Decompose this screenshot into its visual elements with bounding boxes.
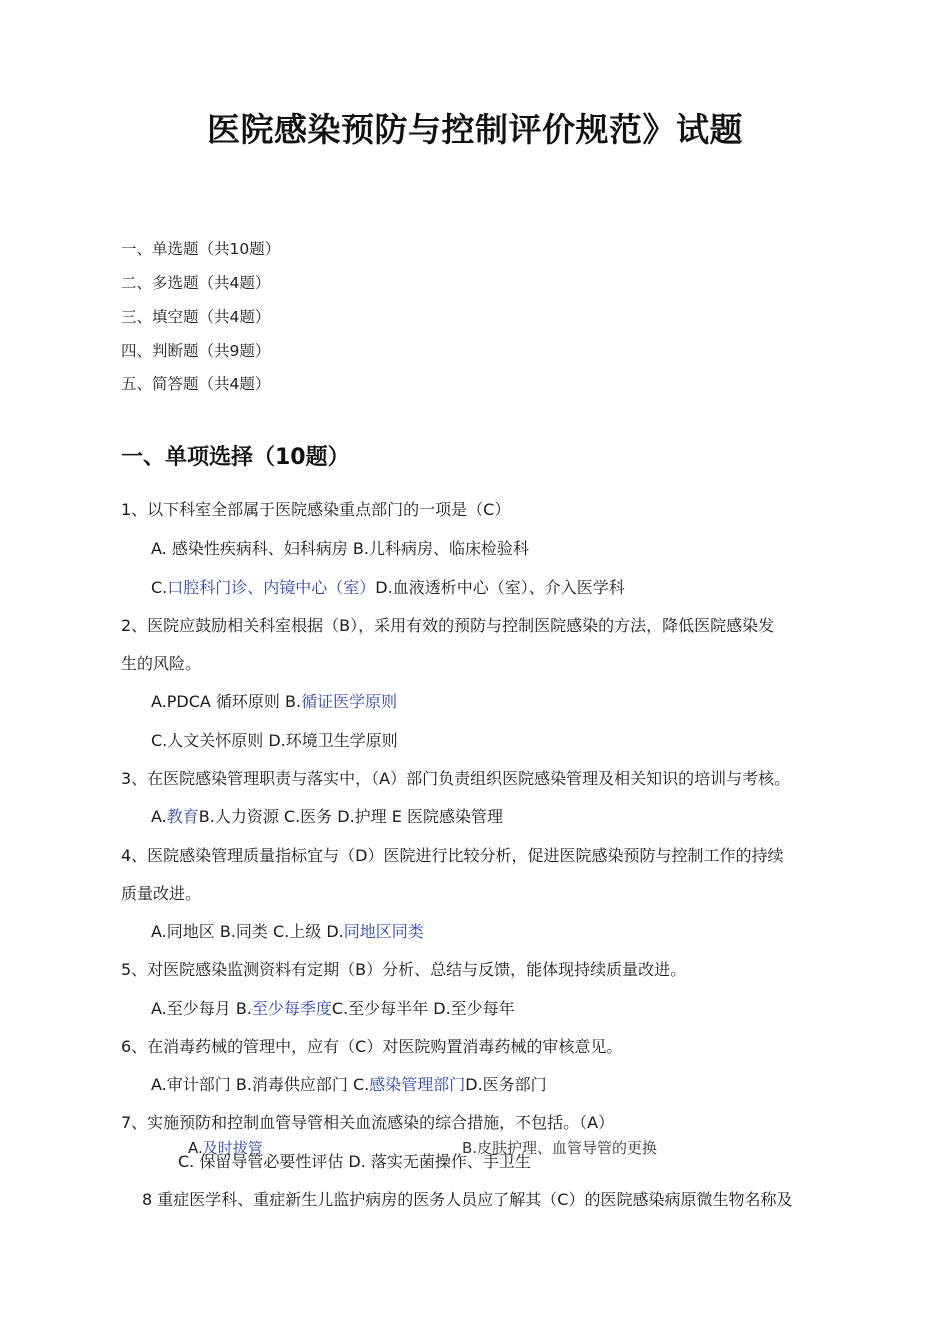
question-5-options [151, 996, 515, 1019]
highlighted-answer: 及时拔管 [202, 1139, 263, 1157]
option-label: C. [151, 578, 168, 597]
highlighted-answer: 至少每季度 [251, 999, 332, 1018]
question-7-stem: 7、实施预防和控制血管导管相关血流感染的综合措施，不包括。（A） [121, 1113, 615, 1132]
option-text: A.PDCA 循环原则 B. [151, 692, 302, 711]
toc-item-multi-choice: 二、多选题（共4题） [121, 274, 271, 292]
question-1-options-ab: A. 感染性疾病科、妇科病房 B.儿科病房、临床检验科 [151, 539, 529, 558]
option-text: A.同地区 B.同类 C.上级 D. [151, 922, 344, 941]
highlighted-answer: 口腔科门诊、内镜中心（室） [167, 578, 376, 597]
question-6-stem: 6、在消毒药械的管理中，应有（C）对医院购置消毒药械的审核意见。 [121, 1037, 623, 1056]
question-4-options [151, 919, 424, 942]
question-7-options-cd: C. 保留导管必要性评估 D. 落实无菌操作、手卫生 [178, 1152, 531, 1171]
question-3-options [151, 804, 503, 827]
question-4-stem-line2: 质量改进。 [121, 884, 202, 903]
question-7-option-b: B.皮肤护理、血管导管的更换 [462, 1139, 658, 1157]
option-text: B.人力资源 C.医务 D.护理 E 医院感染管理 [198, 807, 503, 826]
question-2-stem-line2: 生的风险。 [121, 654, 202, 673]
question-4-stem-line1: 4、医院感染管理质量指标宜与（D）医院进行比较分析，促进医院感染预防与控制工作的持续 [121, 846, 784, 865]
option-text: A.审计部门 B.消毒供应部门 C. [151, 1075, 370, 1094]
question-2-stem-line1: 2、医院应鼓励相关科室根据（B），采用有效的预防与控制医院感染的方法，降低医院感染发 [121, 616, 775, 635]
question-2-options-ab [151, 689, 397, 712]
question-5-stem: 5、对医院感染监测资料有定期（B）分析、总结与反馈，能体现持续质量改进。 [121, 960, 687, 979]
option-label: A. [188, 1139, 203, 1157]
question-6-options [151, 1072, 547, 1095]
option-text: D.医务部门 [465, 1075, 547, 1094]
option-text: A.至少每月 B. [151, 999, 252, 1018]
question-3-stem: 3、在医院感染管理职责与落实中，（A）部门负责组织医院感染管理及相关知识的培训与考核。 [121, 769, 791, 788]
highlighted-answer: 同地区同类 [343, 922, 424, 941]
toc-item-true-false: 四、判断题（共9题） [121, 342, 271, 360]
option-text: D.血液透析中心（室）、介入医学科 [375, 578, 625, 597]
highlighted-answer: 循证医学原则 [301, 692, 398, 711]
option-text: C.至少每半年 D.至少每年 [331, 999, 515, 1018]
toc-item-single-choice: 一、单选题（共10题） [121, 240, 281, 258]
option-label: A. [151, 807, 167, 826]
document-title: 医院感染预防与控制评价规范》试题 [207, 110, 743, 149]
toc-item-fill-blank: 三、填空题（共4题） [121, 308, 271, 326]
highlighted-answer: 教育 [166, 807, 199, 826]
question-2-options-cd: C.人文关怀原则 D.环境卫生学原则 [151, 731, 398, 750]
question-1-stem: 1、以下科室全部属于医院感染重点部门的一项是（C） [121, 500, 511, 519]
highlighted-answer: 感染管理部门 [369, 1075, 466, 1094]
question-8-stem: 8 重症医学科、重症新生儿监护病房的医务人员应了解其（C）的医院感染病原微生物名称及 [142, 1190, 793, 1209]
question-1-options-cd [151, 575, 625, 598]
section-heading-single-choice: 一、单项选择（10题） [121, 445, 350, 470]
toc-item-short-answer: 五、简答题（共4题） [121, 375, 271, 393]
